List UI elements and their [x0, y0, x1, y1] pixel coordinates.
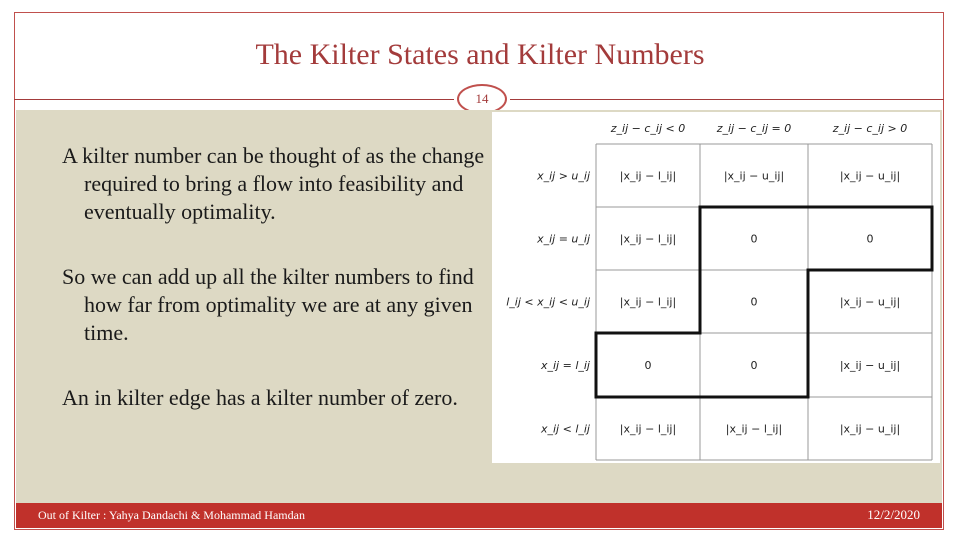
page-number: 14	[457, 84, 507, 114]
column-header: z_ij − c_ij = 0	[716, 122, 792, 135]
table-cell: |x_ij − l_ij|	[619, 169, 677, 183]
bullet-item: A kilter number can be thought of as the change required to bring a flow into feasibility and eventually optimality.	[62, 143, 485, 224]
kilter-table-figure	[492, 112, 940, 463]
slide-title: The Kilter States and Kilter Numbers	[255, 38, 705, 71]
table-cell: |x_ij − u_ij|	[839, 359, 901, 372]
footer-bar	[16, 503, 942, 528]
row-header: x_ij > u_ij	[537, 169, 590, 183]
table-cell: |x_ij − l_ij|	[619, 422, 677, 436]
table-cell: 0	[750, 295, 758, 309]
table-cell: |x_ij − u_ij|	[723, 169, 785, 183]
footer-authors: Out of Kilter : Yahya Dandachi & Mohammad Hamdan	[38, 508, 305, 522]
table-cell: |x_ij − u_ij|	[839, 295, 901, 309]
kilter-table	[492, 112, 940, 463]
bullet-list	[62, 142, 502, 449]
row-header: x_ij = u_ij	[537, 232, 590, 246]
row-header: x_ij < l_ij	[540, 422, 590, 436]
table-cell: 0	[750, 232, 758, 246]
table-cell: |x_ij − l_ij|	[619, 232, 677, 246]
bullet-item: So we can add up all the kilter numbers to find how far from optimality we are at any given time.	[62, 264, 474, 345]
column-header: z_ij − c_ij > 0	[832, 122, 908, 135]
table-cell: |x_ij − l_ij|	[725, 422, 783, 436]
table-cell: 0	[750, 359, 758, 372]
bullet-item: An in kilter edge has a kilter number of zero.	[62, 385, 458, 410]
title-divider-right	[510, 99, 944, 100]
row-header: x_ij = l_ij	[540, 359, 590, 372]
table-cell: |x_ij − l_ij|	[619, 295, 677, 309]
title-divider-left	[14, 99, 454, 100]
table-cell: 0	[866, 232, 874, 246]
row-header: l_ij < x_ij < u_ij	[506, 295, 590, 309]
content-area	[16, 110, 942, 503]
table-cell: |x_ij − u_ij|	[839, 169, 901, 183]
table-cell: 0	[644, 359, 652, 372]
footer-date: 12/2/2020	[867, 507, 920, 522]
column-header: z_ij − c_ij < 0	[610, 122, 686, 135]
table-cell: |x_ij − u_ij|	[839, 422, 901, 436]
